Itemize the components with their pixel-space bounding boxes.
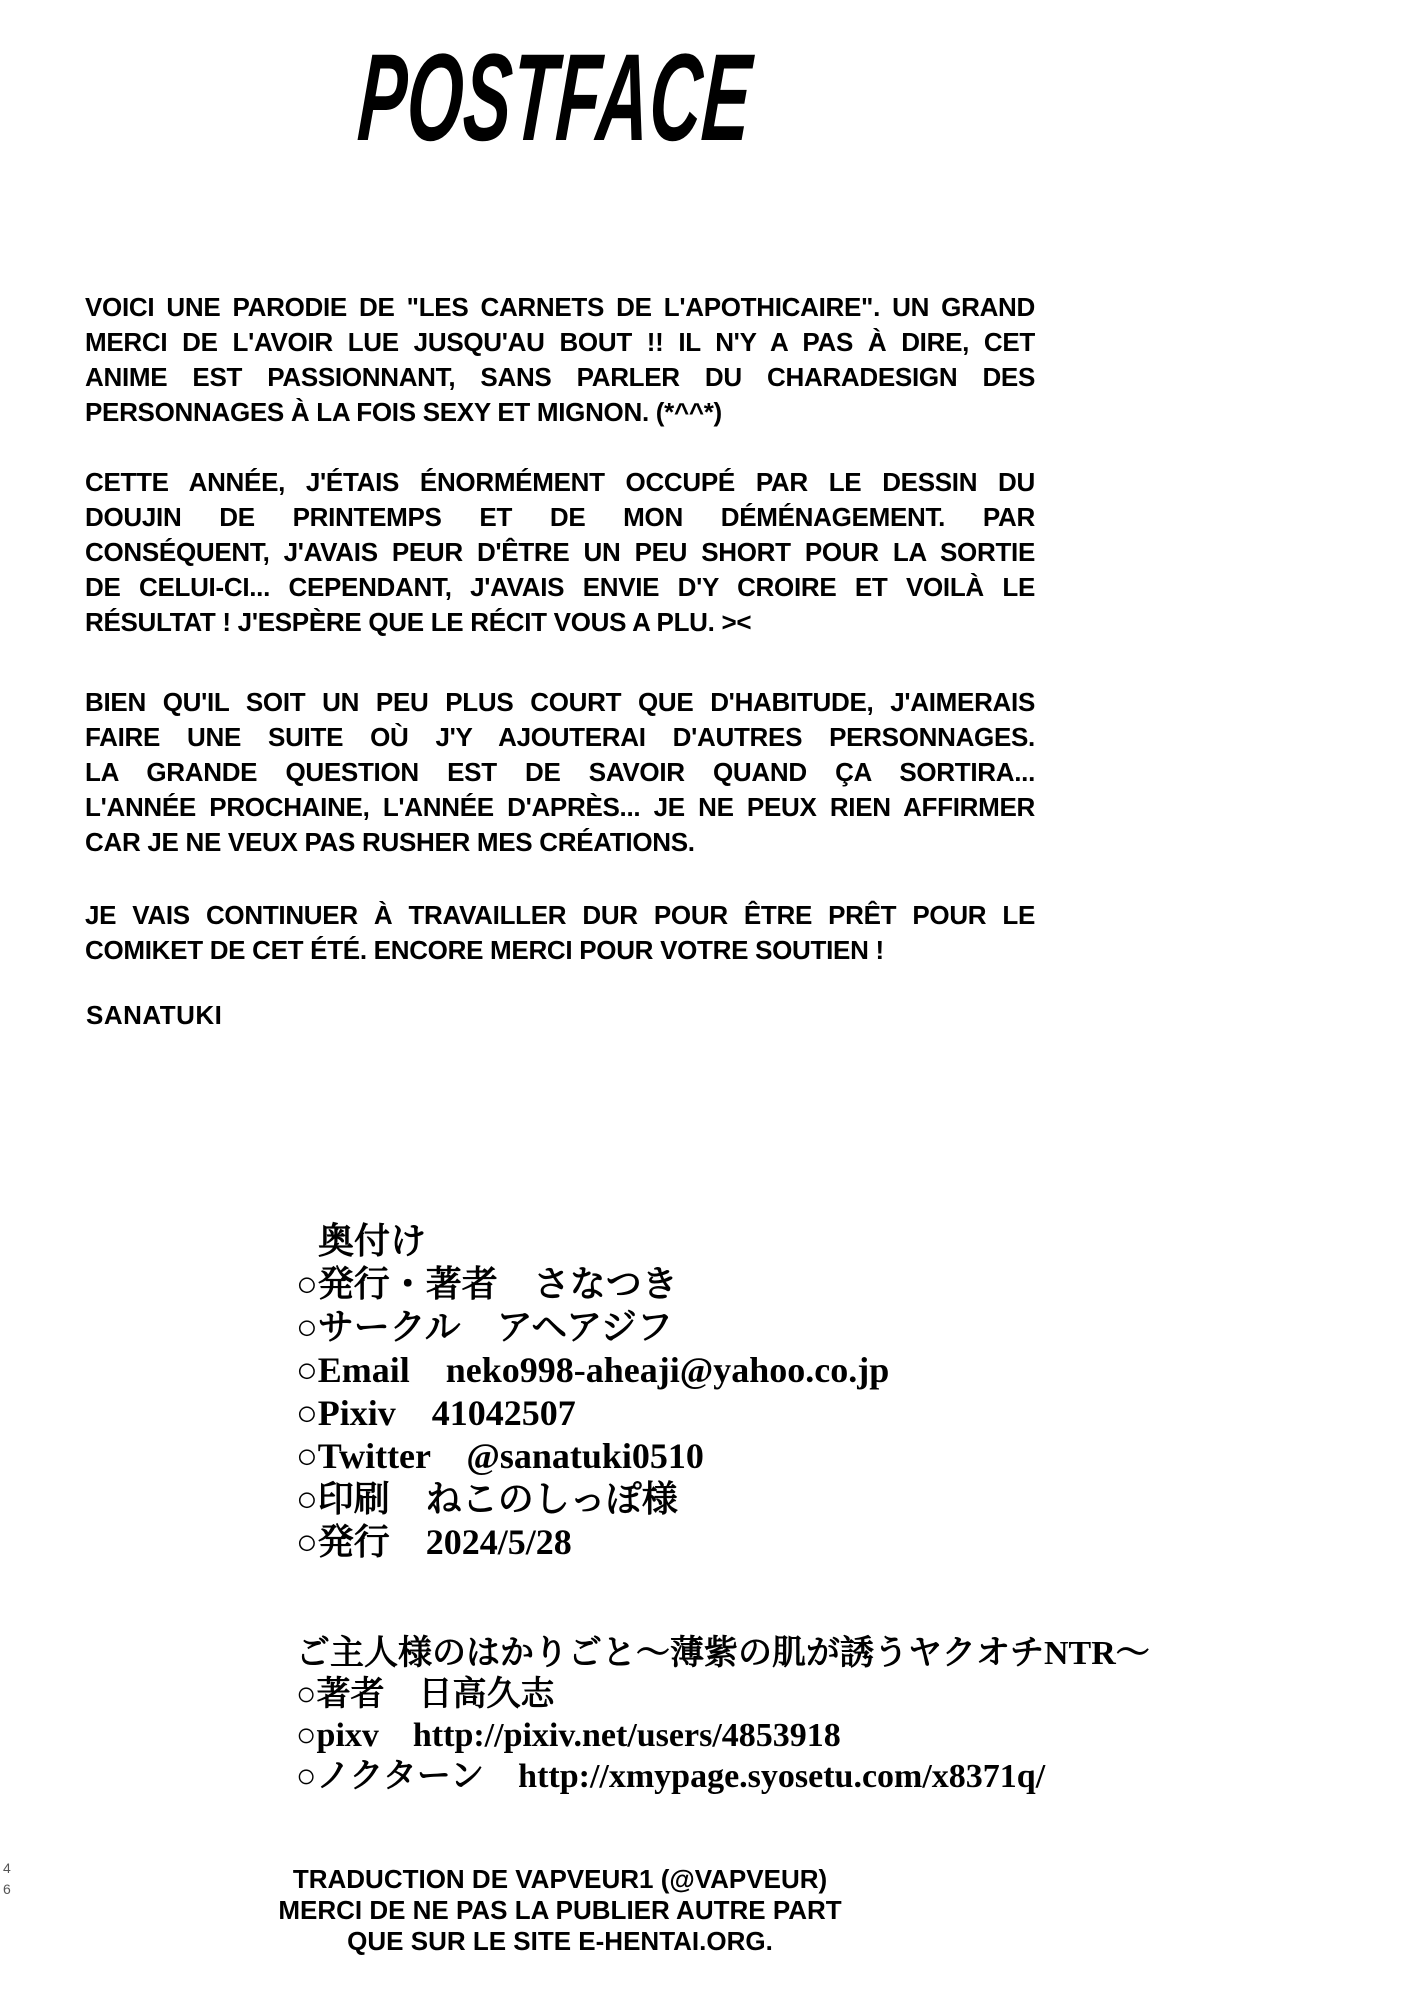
postface-paragraph-3 (85, 685, 1035, 860)
text-line: CETTE ANNÉE, J'ÉTAIS ÉNORMÉMENT OCCUPÉ PAR LE DESSIN DU (85, 467, 1035, 497)
text-line: ○サークル アヘアジフ (296, 1307, 673, 1347)
original-work-lines (296, 1674, 1150, 1797)
text-line: COMIKET DE CET ÉTÉ. ENCORE MERCI POUR VOTRE SOUTIEN ! (85, 935, 884, 965)
postface-paragraph-4 (85, 898, 1035, 968)
page-number (3, 1858, 11, 1900)
colophon-lines (296, 1263, 889, 1564)
text-line: FAIRE UNE SUITE OÙ J'Y AJOUTERAI D'AUTRES PERSONNAGES. (85, 722, 1035, 752)
text-line: ○発行 2024/5/28 (296, 1522, 572, 1562)
text-line: JE VAIS CONTINUER À TRAVAILLER DUR POUR ÊTRE PRÊT POUR LE (85, 900, 1035, 930)
text-line: CONSÉQUENT, J'AVAIS PEUR D'ÊTRE UN PEU SHORT POUR LA SORTIE (85, 537, 1035, 567)
postface-paragraph-2 (85, 465, 1035, 640)
text-line: DOUJIN DE PRINTEMPS ET DE MON DÉMÉNAGEMENT. PAR (85, 502, 1035, 532)
text-line: L'ANNÉE PROCHAINE, L'ANNÉE D'APRÈS... JE NE PEUX RIEN AFFIRMER (85, 792, 1035, 822)
text-line: CAR JE NE VEUX PAS RUSHER MES CRÉATIONS. (85, 827, 695, 857)
original-work-title: ご主人様のはかりごと～薄紫の肌が誘うヤクオチNTR～ (296, 1635, 1150, 1672)
text-line: ○ノクターン http://xmypage.syosetu.com/x8371q/ (296, 1758, 1046, 1795)
text-line: MERCI DE NE PAS LA PUBLIER AUTRE PART (278, 1895, 842, 1925)
text-line: LA GRANDE QUESTION EST DE SAVOIR QUAND ÇA SORTIRA... (85, 757, 1035, 787)
text-line: DE CELUI-CI... CEPENDANT, J'AVAIS ENVIE D'Y CROIRE ET VOILÀ LE (85, 572, 1035, 602)
page-number-digit: 6 (3, 1881, 11, 1897)
text-line: VOICI UNE PARODIE DE "LES CARNETS DE L'APOTHICAIRE". UN GRAND (85, 292, 1035, 322)
text-line: ANIME EST PASSIONNANT, SANS PARLER DU CHARADESIGN DES (85, 362, 1035, 392)
colophon-header: 奥付け (318, 1221, 427, 1261)
text-line: QUE SUR LE SITE E-HENTAI.ORG. (347, 1926, 773, 1956)
page-number-digit: 4 (3, 1860, 11, 1876)
text-line: ○Twitter @sanatuki0510 (296, 1436, 704, 1476)
text-line: MERCI DE L'AVOIR LUE JUSQU'AU BOUT !! IL N'Y A PAS À DIRE, CET (85, 327, 1035, 357)
text-line: ○著者 日高久志 (296, 1676, 555, 1713)
text-line: ○発行・著者 さなつき (296, 1264, 678, 1304)
text-line: BIEN QU'IL SOIT UN PEU PLUS COURT QUE D'HABITUDE, J'AIMERAIS (85, 687, 1035, 717)
translation-note (85, 1864, 1035, 1957)
text-line: ○Email neko998-aheaji@yahoo.co.jp (296, 1350, 890, 1390)
author-signature: SANATUKI (86, 1000, 223, 1030)
text-line: TRADUCTION DE VAPVEUR1 (@VAPVEUR) (292, 1864, 828, 1894)
colophon-block (296, 1220, 889, 1564)
original-work-credits (296, 1633, 1150, 1797)
text-line: ○Pixiv 41042507 (296, 1393, 576, 1433)
page-title: POSTFACE (354, 29, 756, 167)
text-line: PERSONNAGES À LA FOIS SEXY ET MIGNON. (*^^*) (85, 397, 722, 427)
text-line: ○pixv http://pixiv.net/users/4853918 (296, 1717, 841, 1754)
text-line: ○印刷 ねこのしっぽ様 (296, 1479, 678, 1519)
text-line: RÉSULTAT ! J'ESPÈRE QUE LE RÉCIT VOUS A PLU. >< (85, 607, 752, 637)
postface-paragraph-1 (85, 290, 1035, 430)
